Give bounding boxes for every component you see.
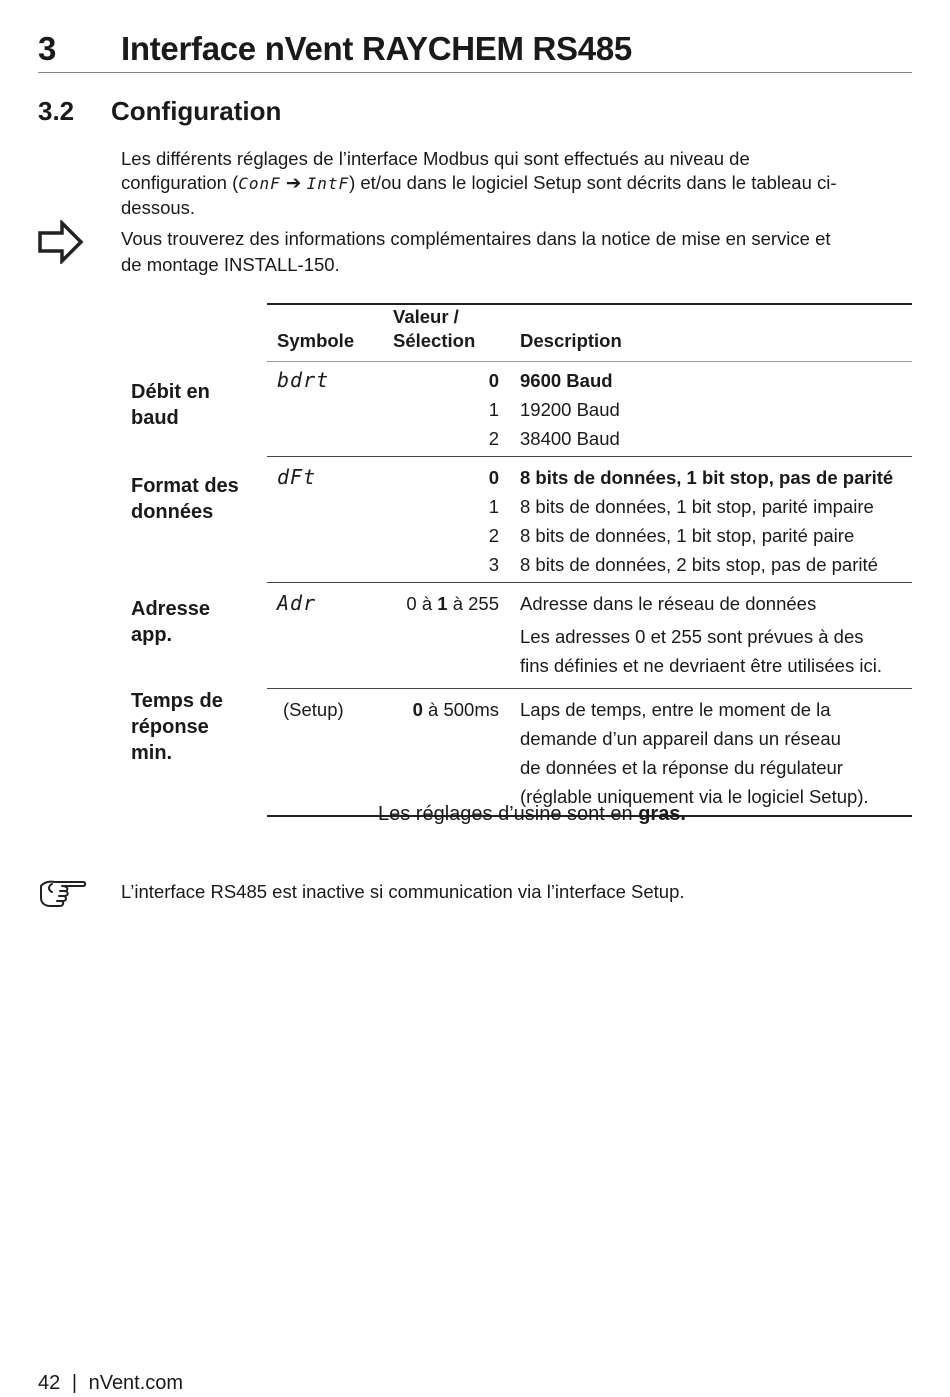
table-row: (Setup) 0 à 500ms Laps de temps, entre le moment de la demande d’un appareil dans un réseau de données et la réponse du régulateur (réglable uniquement via le logiciel Setup).: [267, 689, 912, 817]
note-2: L’interface RS485 est inactive si communication via l’interface Setup.: [121, 881, 685, 902]
header-symbol: Symbole: [277, 330, 355, 351]
table-row: bdrt 0 9600 Baud: [267, 362, 912, 396]
note-1-line-1: Vous trouverez des informations complémentaires dans la notice de mise en service et: [121, 228, 831, 249]
table-row: 2 8 bits de données, 1 bit stop, parité paire: [488, 525, 855, 546]
intro-line-1: Les différents réglages de l’interface Modbus qui sont effectués au niveau de: [121, 148, 750, 169]
footer-site: nVent.com: [88, 1372, 184, 1394]
section-number: 3.2: [38, 96, 75, 126]
arrow-right-outline-icon: [38, 220, 84, 264]
table-row: 3 8 bits de données, 2 bits stop, pas de parité: [488, 554, 878, 575]
intro-line-2: configuration (ConF ➔ IntF) et/ou dans le logiciel Setup sont décrits dans le tableau ci-: [121, 172, 837, 193]
table-header-row: [267, 304, 912, 362]
table-footnote: Les réglages d’usine sont en gras.: [378, 803, 686, 825]
segment-intf: IntF: [306, 174, 350, 193]
note-1: [121, 226, 911, 278]
chapter-title: Interface nVent RAYCHEM RS485: [121, 30, 632, 67]
row-label-address: Adresse app.: [131, 598, 210, 646]
pointing-hand-icon: [38, 876, 88, 910]
table-row: 2 38400 Baud: [488, 428, 620, 449]
symbol-setup: (Setup): [283, 699, 344, 720]
page-footer: [38, 1372, 183, 1395]
header-value: Valeur / Sélection: [393, 306, 476, 351]
footer-separator: |: [71, 1372, 78, 1394]
section-title: Configuration: [111, 96, 282, 126]
config-table: [267, 303, 912, 817]
row-label-baud: Débit en baud: [131, 381, 210, 429]
symbol-adr: Adr: [277, 591, 317, 615]
header-description: Description: [520, 330, 622, 351]
table-row: dFt 0 8 bits de données, 1 bit stop, pas de parité: [267, 457, 912, 493]
row-label-response-time: Temps de réponse min.: [131, 690, 223, 764]
table-row: Adr 0 à 1 à 255 Adresse dans le réseau de données Les adresses 0 et 255 sont prévues à des fins définies et ne devriaent être utilisées ici.: [267, 583, 912, 689]
chapter-number: 3: [38, 30, 57, 67]
section-heading: [38, 96, 282, 127]
note-1-line-2: de montage INSTALL-150.: [121, 254, 340, 275]
chapter-heading: [38, 30, 912, 73]
table-row: 1 8 bits de données, 1 bit stop, parité impaire: [488, 496, 874, 517]
intro-paragraph: [121, 147, 911, 220]
page-number: 42: [38, 1372, 61, 1394]
symbol-bdrt: bdrt: [277, 368, 330, 392]
symbol-dft: dFt: [277, 465, 317, 489]
intro-line-3: dessous.: [121, 197, 196, 218]
segment-conf: ConF: [238, 174, 281, 193]
table-row: 1 19200 Baud: [488, 399, 620, 420]
arrow-glyph: ➔: [285, 172, 302, 193]
row-label-format: Format des données: [131, 475, 239, 523]
